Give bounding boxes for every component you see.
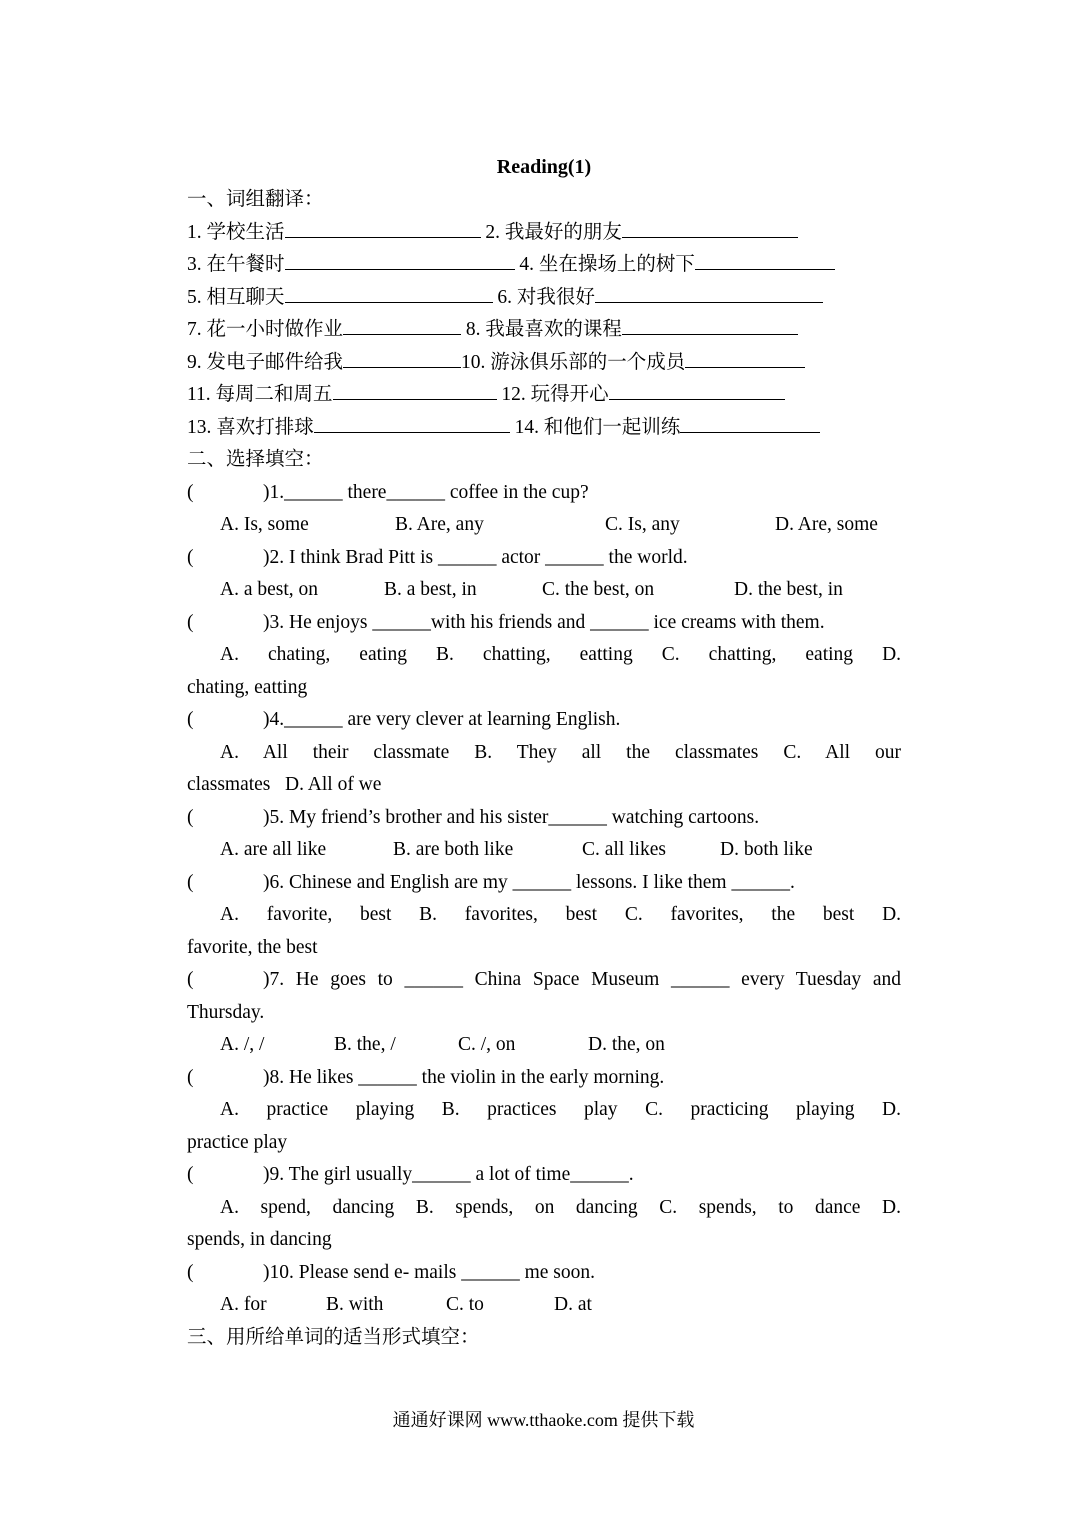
question-2 <box>187 542 901 575</box>
options-row <box>187 899 901 932</box>
options-row <box>187 509 901 542</box>
option-c[interactable]: C. favorites, the best <box>624 904 855 925</box>
question-5 <box>187 802 901 835</box>
answer-blank[interactable] <box>609 381 785 400</box>
option-c[interactable]: C. Is, any <box>605 514 680 535</box>
answer-blank[interactable] <box>685 349 805 368</box>
answer-paren[interactable]: ( <box>187 546 194 568</box>
page-footer: 通通好课网 www.tthaoke.com 提供下载 <box>392 1410 695 1430</box>
phrase-row <box>187 249 901 282</box>
option-d-continuation: chating, eatting <box>187 676 308 698</box>
answer-blank[interactable] <box>285 284 493 303</box>
phrase-row <box>187 347 901 380</box>
options-row <box>187 834 901 867</box>
options-row <box>187 639 901 672</box>
answer-blank[interactable] <box>314 414 510 433</box>
option-continuation: classmates D. All of we <box>187 774 382 795</box>
question-stem: )7. He goes to ______ China Space Museum ______ every Tuesday and <box>263 969 901 990</box>
question-7 <box>187 964 901 997</box>
option-c[interactable]: C. to <box>446 1294 484 1315</box>
option-a[interactable]: A. spend, dancing <box>220 1196 395 1218</box>
worksheet-page <box>187 150 901 1354</box>
phrase-item: 6. 对我很好 <box>497 286 595 308</box>
option-a[interactable]: A. a best, on <box>220 579 319 600</box>
option-d[interactable]: D. the, on <box>588 1034 665 1055</box>
question-stem: )1.______ there______ coffee in the cup? <box>263 481 589 503</box>
options-row <box>187 1192 901 1225</box>
answer-paren[interactable]: ( <box>187 1261 194 1283</box>
option-b[interactable]: B. a best, in <box>384 579 477 600</box>
answer-paren[interactable]: ( <box>187 871 194 893</box>
phrase-row <box>187 282 901 315</box>
option-b[interactable]: B. favorites, best <box>419 904 598 925</box>
phrase-row <box>187 217 901 250</box>
question-6 <box>187 867 901 900</box>
phrase-row <box>187 412 901 445</box>
answer-paren[interactable]: ( <box>187 806 194 828</box>
option-a[interactable]: A. favorite, best <box>220 904 392 925</box>
option-c[interactable]: C. practicing playing <box>645 1099 855 1120</box>
option-b[interactable]: B. They all the classmates <box>474 741 759 763</box>
option-d[interactable]: D. at <box>554 1294 592 1315</box>
option-a[interactable]: A. for <box>220 1294 267 1315</box>
option-a[interactable]: A. are all like <box>220 839 327 860</box>
option-b[interactable]: B. with <box>326 1294 384 1315</box>
answer-paren[interactable]: ( <box>187 481 194 503</box>
question-stem: )4.______ are very clever at learning English. <box>263 709 621 730</box>
options-row <box>187 737 901 770</box>
option-d[interactable]: D. <box>882 904 902 925</box>
section-heading-translation: 一、词组翻译： <box>187 189 324 210</box>
option-a[interactable]: A. /, / <box>220 1034 265 1055</box>
option-c[interactable]: C. all likes <box>582 839 666 860</box>
option-b[interactable]: B. chatting, eatting <box>436 644 633 665</box>
option-d[interactable]: D. Are, some <box>775 514 878 535</box>
answer-blank[interactable] <box>343 349 461 368</box>
question-stem: )5. My friend’s brother and his sister______ watching cartoons. <box>263 806 760 828</box>
option-d-continuation: spends, in dancing <box>187 1229 332 1250</box>
answer-blank[interactable] <box>285 251 515 270</box>
question-1 <box>187 477 901 510</box>
option-d[interactable]: D. <box>882 1099 901 1120</box>
option-b[interactable]: B. are both like <box>393 839 514 860</box>
phrase-row <box>187 379 901 412</box>
option-d[interactable]: D. the best, in <box>734 579 843 600</box>
phrase-item: 4. 坐在操场上的树下 <box>519 254 695 275</box>
option-c[interactable]: C. spends, to dance <box>659 1196 861 1218</box>
question-stem: )8. He likes ______ the violin in the early morning. <box>263 1066 665 1088</box>
answer-paren[interactable]: ( <box>187 1066 194 1088</box>
option-b[interactable]: B. Are, any <box>395 514 484 535</box>
option-c[interactable]: C. chatting, eating <box>661 644 854 665</box>
phrase-item: 11. 每周二和周五 <box>187 384 333 405</box>
answer-blank[interactable] <box>695 251 835 270</box>
option-b[interactable]: B. the, / <box>334 1034 396 1055</box>
phrase-item: 12. 玩得开心 <box>501 384 609 405</box>
option-a[interactable]: A. practice playing <box>220 1099 415 1120</box>
option-a[interactable]: A. chating, eating <box>220 644 407 665</box>
options-row <box>187 574 901 607</box>
answer-blank[interactable] <box>680 414 820 433</box>
question-stem-continuation: Thursday. <box>187 1001 265 1023</box>
answer-blank[interactable] <box>622 316 798 335</box>
question-3 <box>187 607 901 640</box>
phrase-item: 14. 和他们一起训练 <box>514 416 681 438</box>
phrase-item: 5. 相互聊天 <box>187 286 285 308</box>
option-c[interactable]: C. All our <box>783 741 901 763</box>
option-c[interactable]: C. the best, on <box>542 579 655 600</box>
phrase-item: 13. 喜欢打排球 <box>187 416 314 438</box>
phrase-row <box>187 314 901 347</box>
options-row <box>187 1029 901 1062</box>
question-4 <box>187 704 901 737</box>
section-heading-word-forms: 三、用所给单词的适当形式填空： <box>187 1326 480 1348</box>
section-heading-multiple-choice: 二、选择填空： <box>187 449 324 470</box>
question-9 <box>187 1159 901 1192</box>
question-10 <box>187 1257 901 1290</box>
question-stem: )10. Please send e- mails ______ me soon. <box>263 1261 595 1283</box>
answer-paren[interactable]: ( <box>187 969 194 990</box>
answer-blank[interactable] <box>333 381 497 400</box>
phrase-item: 2. 我最好的朋友 <box>485 221 622 243</box>
option-d-continuation: favorite, the best <box>187 936 318 958</box>
answer-blank[interactable] <box>343 316 461 335</box>
option-b[interactable]: B. practices play <box>441 1099 618 1120</box>
answer-blank[interactable] <box>622 219 798 238</box>
phrase-item: 3. 在午餐时 <box>187 254 285 275</box>
question-stem: )2. I think Brad Pitt is ______ actor ______ the world. <box>263 546 688 568</box>
option-d[interactable]: D. <box>882 644 902 665</box>
answer-paren[interactable]: ( <box>187 611 194 633</box>
phrase-item: 7. 花一小时做作业 <box>187 319 344 340</box>
question-stem: )3. He enjoys ______with his friends and ______ ice creams with them. <box>263 611 825 633</box>
option-d-continuation: practice play <box>187 1131 288 1153</box>
answer-blank[interactable] <box>285 219 481 238</box>
option-a[interactable]: A. All their classmate <box>220 741 450 763</box>
phrase-item: 8. 我最喜欢的课程 <box>465 319 622 340</box>
option-c[interactable]: C. /, on <box>458 1034 516 1055</box>
answer-blank[interactable] <box>595 284 823 303</box>
phrase-item: 9. 发电子邮件给我 <box>187 351 344 373</box>
question-8 <box>187 1062 901 1095</box>
answer-paren[interactable]: ( <box>187 709 194 730</box>
answer-paren[interactable]: ( <box>187 1164 194 1185</box>
options-row <box>187 1289 901 1322</box>
question-stem: )9. The girl usually______ a lot of time______. <box>263 1164 634 1185</box>
option-d[interactable]: D. <box>882 1196 902 1218</box>
option-b[interactable]: B. spends, on dancing <box>415 1196 638 1218</box>
option-d[interactable]: D. both like <box>720 839 813 860</box>
options-row <box>187 1094 901 1127</box>
option-a[interactable]: A. Is, some <box>220 514 309 535</box>
page-title: Reading(1) <box>496 156 592 178</box>
question-stem: )6. Chinese and English are my ______ lessons. I like them ______. <box>263 871 795 893</box>
phrase-item: 1. 学校生活 <box>187 221 285 243</box>
phrase-item: 10. 游泳俱乐部的一个成员 <box>461 351 686 373</box>
